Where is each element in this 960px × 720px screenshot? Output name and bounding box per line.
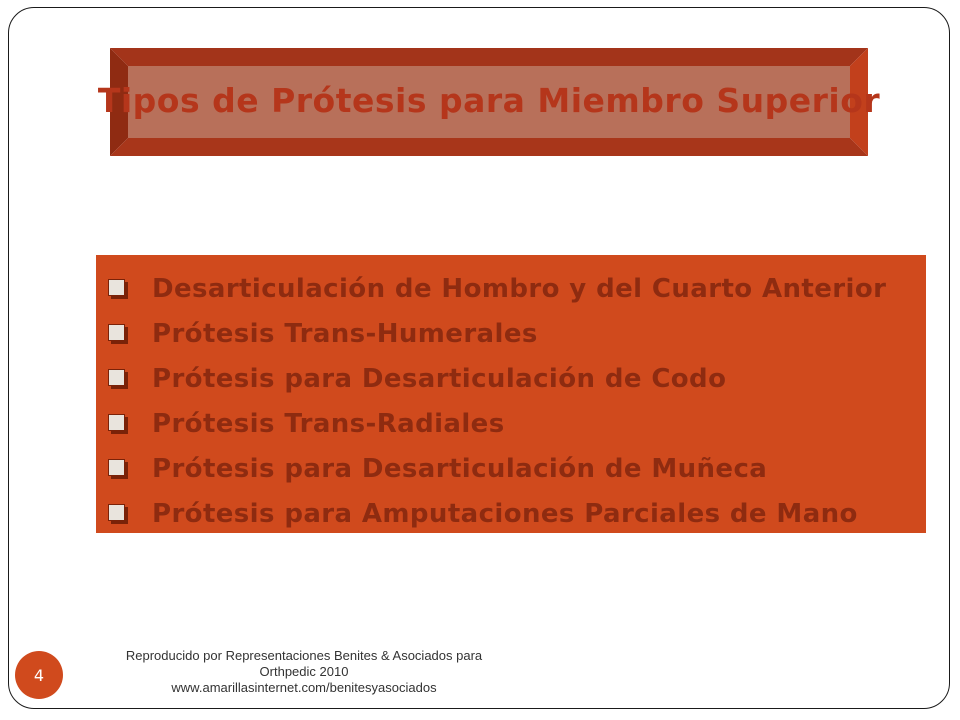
square-bullet-icon (108, 414, 128, 434)
bullet-text: Prótesis Trans-Radiales (152, 408, 505, 439)
square-bullet-icon (108, 324, 128, 344)
list-item (106, 446, 926, 491)
bullet-text: Prótesis para Desarticulación de Codo (152, 363, 727, 394)
slide-title: Tipos de Prótesis para Miembro Superior (97, 80, 881, 120)
bullet-list (96, 266, 926, 536)
footer-line: Reproducido por Representaciones Benites & Asociados para (125, 648, 483, 663)
square-bullet-icon (108, 504, 128, 524)
footer-credit (100, 648, 508, 696)
square-bullet-icon (108, 279, 128, 299)
footer-link[interactable]: www.amarillasinternet.com/benitesyasociados (171, 680, 437, 695)
bullet-text: Prótesis para Amputaciones Parciales de Mano (152, 498, 858, 529)
bullet-text: Prótesis Trans-Humerales (152, 318, 538, 349)
square-bullet-icon (108, 459, 128, 479)
bullet-panel (96, 255, 926, 533)
list-item (106, 401, 926, 446)
list-item (106, 266, 926, 311)
list-item (106, 311, 926, 356)
list-item (106, 356, 926, 401)
title-box (97, 48, 881, 156)
square-bullet-icon (108, 369, 128, 389)
footer-line: Orthpedic 2010 (259, 664, 349, 679)
bullet-text: Prótesis para Desarticulación de Muñeca (152, 453, 768, 484)
list-item (106, 491, 926, 536)
bullet-text: Desarticulación de Hombro y del Cuarto Anterior (152, 273, 887, 304)
page-number-badge: 4 (15, 651, 63, 699)
